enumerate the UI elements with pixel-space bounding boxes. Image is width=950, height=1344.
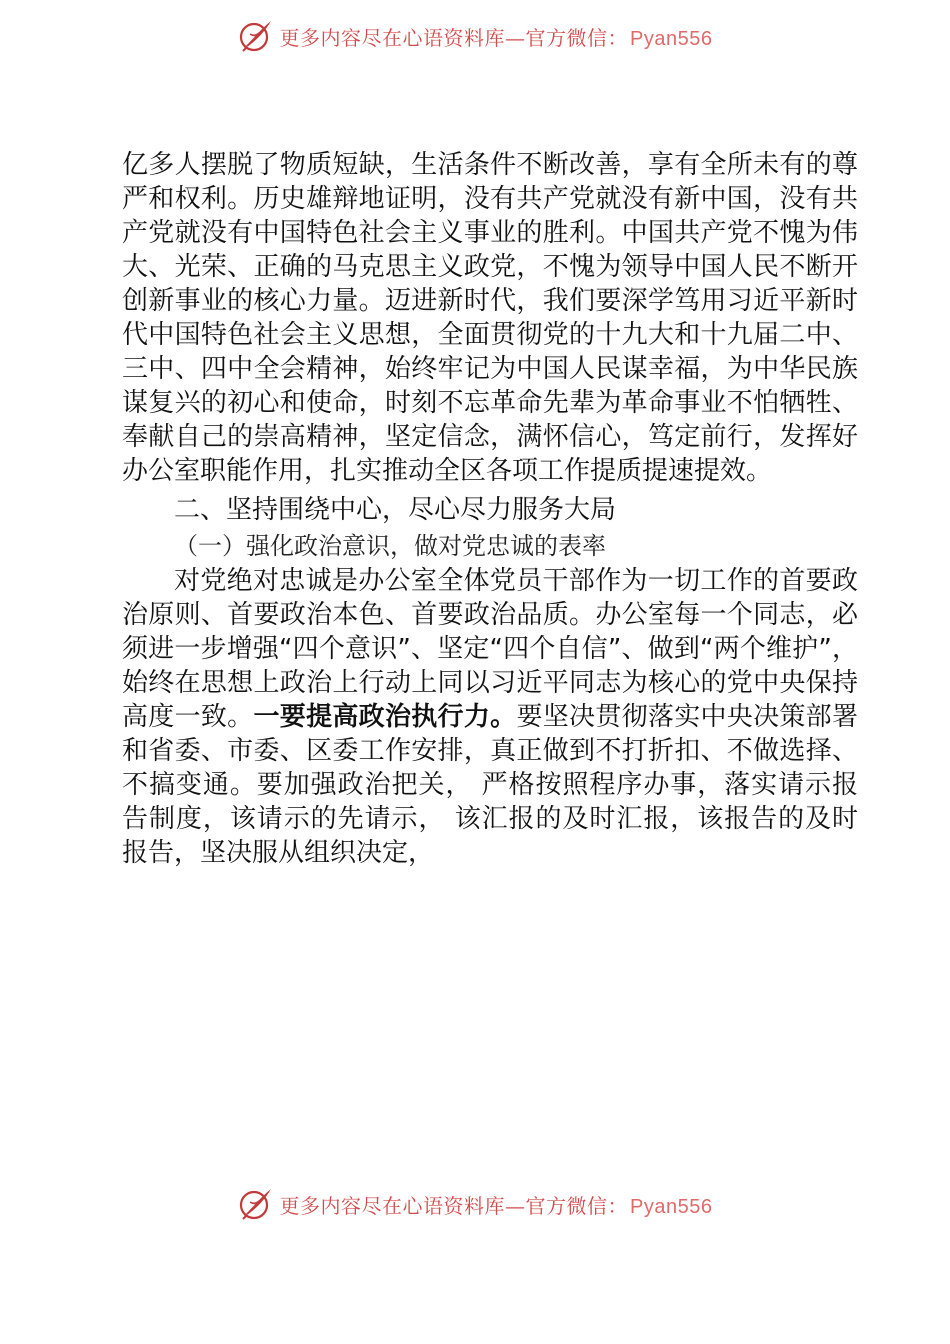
paragraph-2-bold-point: 一要提高政治执行力。: [253, 702, 517, 732]
section-heading-2: 二、坚持围绕中心，尽心尽力服务大局: [174, 495, 617, 525]
document-body: [122, 148, 858, 870]
paragraph-2: [122, 564, 858, 870]
wechat-id: Pyan556: [630, 27, 713, 50]
footer-watermark: [0, 1184, 950, 1224]
paragraph-2-text-a: 对党绝对忠诚是办公室全体党员干部作为一切工作的首要政治原则、首要政治本色、首要政治品质。办公室每一个同志，必须进一步增强“四个意识”、坚定“四个自信”、做到“两个维护”，始终在思想上政治上行动上同以习近平同志为核心的党中央保持高度一致。: [122, 566, 858, 732]
quill-logo-icon: [238, 18, 274, 54]
paragraph-2-text-b: 要坚决贯彻落实中央决策部署和省委、市委、区委工作安排，真正做到不打折扣、不做选择、不搞变通。要加强政治把关， 严格按照程序办事，落实请示报告制度，该请示的先请示， 该汇报的及时汇报，该报告的及时报告，坚决服从组织决定，: [122, 702, 858, 868]
watermark-text: 更多内容尽在心语资料库—官方微信： Pyan556: [279, 1193, 713, 1218]
wechat-id: Pyan556: [630, 1195, 713, 1218]
watermark-text: 更多内容尽在心语资料库—官方微信： Pyan556: [279, 25, 713, 50]
header-watermark: [0, 16, 950, 56]
paragraph-1: 亿多人摆脱了物质短缺，生活条件不断改善，享有全所未有的尊严和权利。历史雄辩地证明，没有共产党就没有新中国，没有共产党就没有中国特色社会主义事业的胜利。中国共产党不愧为伟大、光荣、正确的马克思主义政党，不愧为领导中国人民不断开创新事业的核心力量。迈进新时代，我们要深学笃用习近平新时代中国特色社会主义思想，全面贯彻党的十九大和十九届二中、三中、四中全会精神，始终牢记为中国人民谋幸福，为中华民族谋复兴的初心和使命，时刻不忘革命先辈为革命事业不怕牺牲、奉献自己的崇高精神，坚定信念，满怀信心，笃定前行，发挥好办公室职能作用，扎实推动全区各项工作提质提速提效。: [122, 150, 858, 486]
quill-logo-icon: [238, 1186, 274, 1222]
subsection-heading-1: （一）强化政治意识，做对党忠诚的表率: [174, 532, 606, 560]
